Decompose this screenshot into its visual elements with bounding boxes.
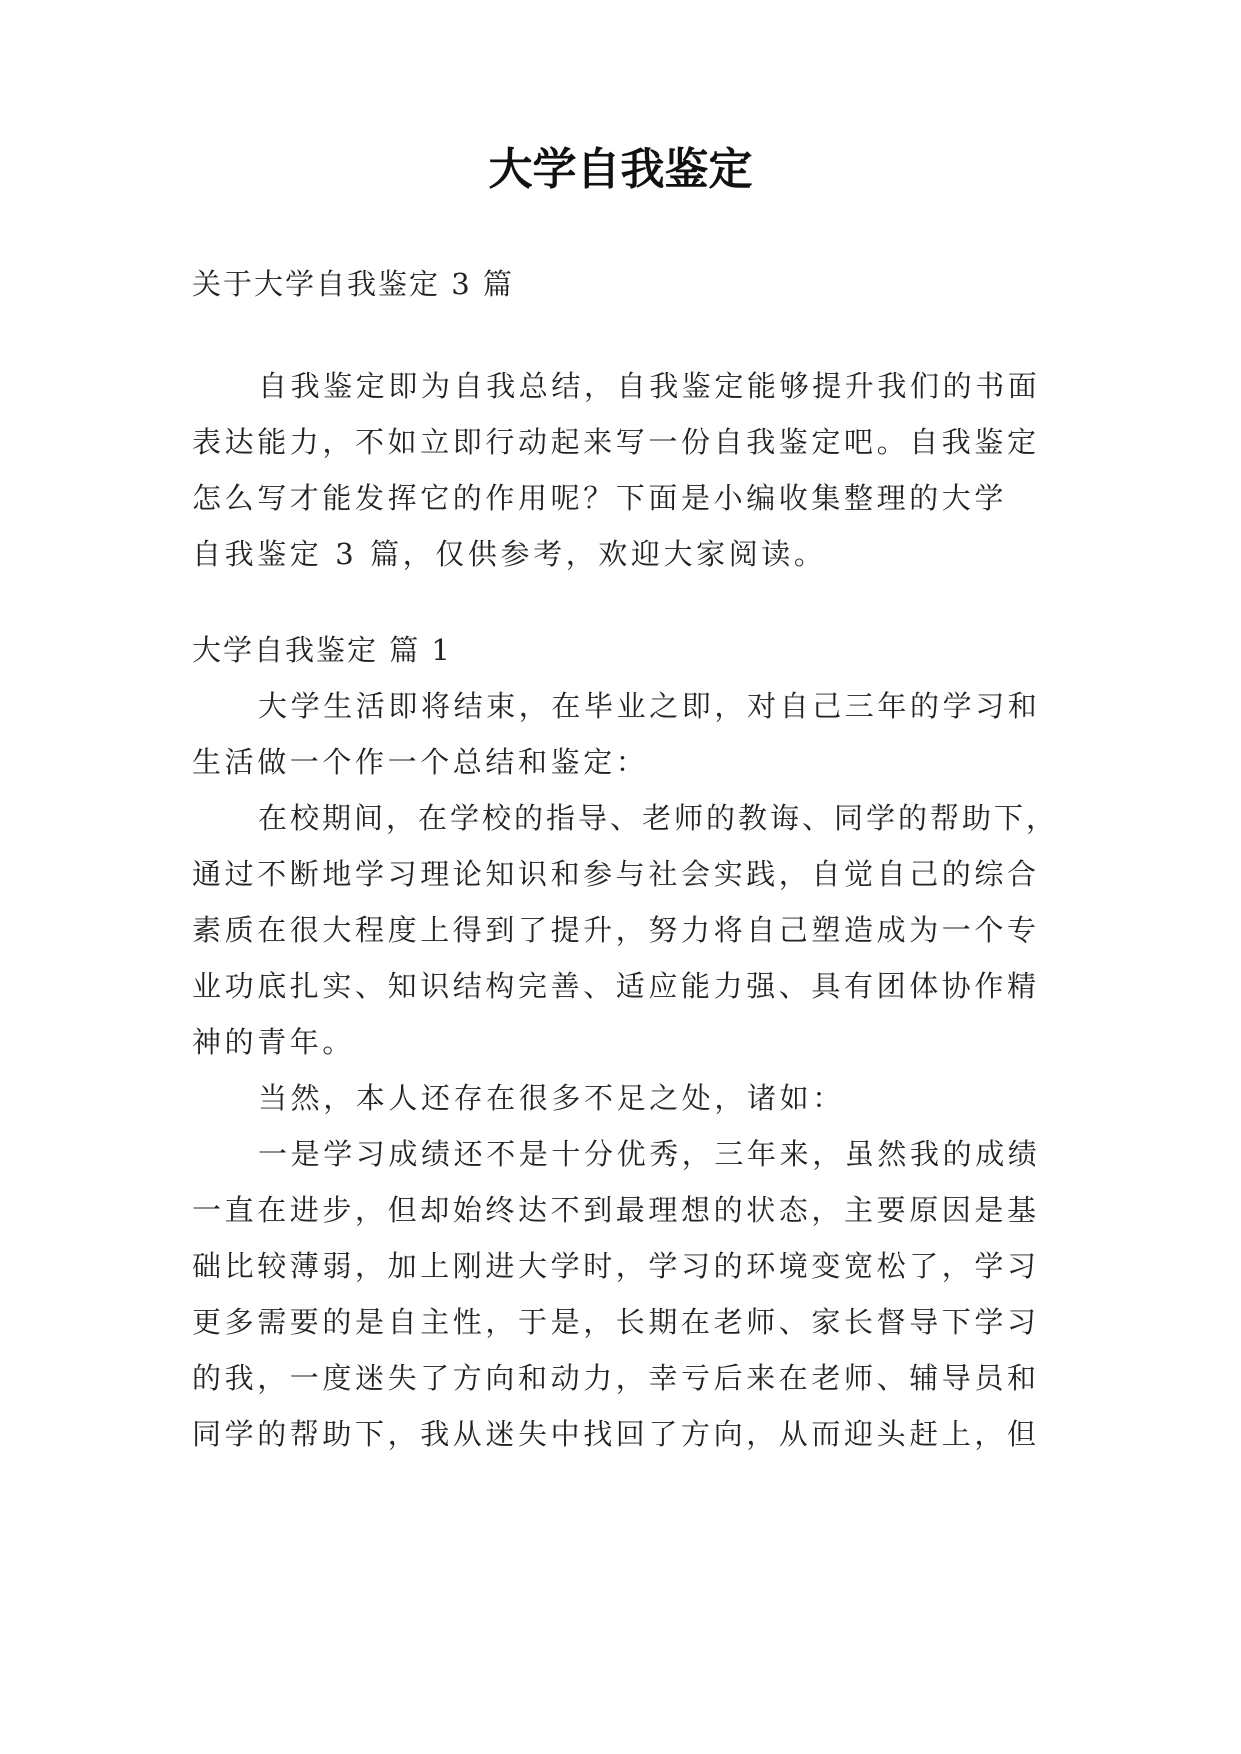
page-title: 大学自我鉴定 [488, 144, 753, 195]
paragraph-line: 一直在进步，但却始终达不到最理想的状态，主要原因是基 [192, 1193, 1040, 1227]
paragraph-line: 在校期间，在学校的指导、老师的教诲、同学的帮助下， [258, 801, 1059, 835]
paragraph-line: 大学生活即将结束，在毕业之即，对自己三年的学习和 [258, 689, 1041, 723]
section-heading: 大学自我鉴定 篇 1 [192, 633, 452, 667]
paragraph-line: 的我，一度迷失了方向和动力，幸亏后来在老师、辅导员和 [192, 1361, 1040, 1395]
paragraph-line: 通过不断地学习理论知识和参与社会实践，自觉自己的综合 [192, 857, 1040, 891]
paragraph-line: 础比较薄弱，加上刚进大学时，学习的环境变宽松了，学习 [192, 1249, 1040, 1283]
paragraph-line: 生活做一个作一个总结和鉴定： [192, 745, 649, 779]
paragraph-line: 业功底扎实、知识结构完善、适应能力强、具有团体协作精 [192, 969, 1040, 1003]
document-subtitle: 关于大学自我鉴定 3 篇 [192, 267, 514, 301]
paragraph-line: 素质在很大程度上得到了提升，努力将自己塑造成为一个专 [192, 913, 1040, 947]
intro-line: 自我鉴定即为自我总结，自我鉴定能够提升我们的书面 [258, 369, 1041, 403]
paragraph-line: 同学的帮助下，我从迷失中找回了方向，从而迎头赶上，但 [192, 1417, 1040, 1451]
paragraph-line: 神的青年。 [192, 1025, 356, 1059]
intro-line: 自我鉴定 3 篇，仅供参考，欢迎大家阅读。 [192, 537, 827, 571]
paragraph-line: 更多需要的是自主性，于是，长期在老师、家长督导下学习 [192, 1305, 1040, 1339]
intro-line: 怎么写才能发挥它的作用呢？下面是小编收集整理的大学 [192, 481, 1008, 515]
paragraph-line: 一是学习成绩还不是十分优秀，三年来，虽然我的成绩 [258, 1137, 1041, 1171]
intro-line: 表达能力，不如立即行动起来写一份自我鉴定吧。自我鉴定 [192, 425, 1040, 459]
paragraph-line: 当然，本人还存在很多不足之处，诸如： [258, 1081, 845, 1115]
